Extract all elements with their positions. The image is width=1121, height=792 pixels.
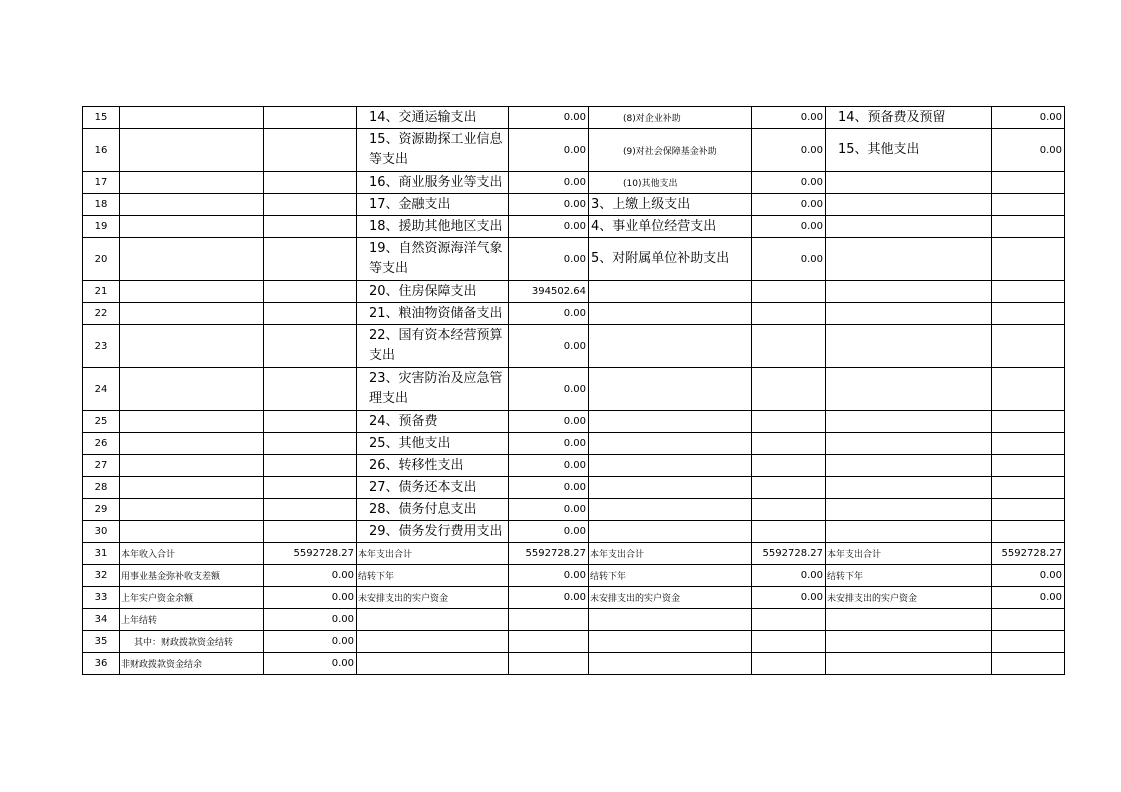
expense-function-amount: 0.00 [509,477,589,499]
expense-amount [509,609,589,631]
expense-item: 未安排支出的实户资金 [357,587,509,609]
expense-function-item: 21、粮油物资储备支出 [357,303,509,325]
expense-amount: 0.00 [752,565,826,587]
row-number: 19 [83,216,120,238]
expense-gov-amount [992,238,1065,281]
expense-gov-item [826,281,992,303]
income-total-label: 本年收入合计 [120,543,264,565]
expense-economic-amount: 0.00 [752,238,826,281]
expense-economic-item: (8)对企业补助 [589,107,752,129]
table-row [83,238,1065,281]
income-amount [264,129,357,172]
expense-gov-item: 14、预备费及预留 [826,107,992,129]
table-row [83,216,1065,238]
expense-function-amount: 0.00 [509,238,589,281]
income-amount [264,281,357,303]
income-amount [264,216,357,238]
income-amount: 0.00 [264,631,357,653]
expense-economic-item [589,281,752,303]
expense-economic-amount [752,477,826,499]
row-number: 25 [83,411,120,433]
row-number: 32 [83,565,120,587]
expense-amount [992,609,1065,631]
income-item: 非财政拨款资金结余 [120,653,264,675]
expense-economic-item: (9)对社会保障基金补助 [589,129,752,172]
income-item: 上年实户资金余额 [120,587,264,609]
expense-gov-amount [992,455,1065,477]
expense-gov-item [826,172,992,194]
expense-economic-amount [752,281,826,303]
expense-economic-amount: 0.00 [752,129,826,172]
expense-item [589,631,752,653]
expense-function-item: 18、援助其他地区支出 [357,216,509,238]
expense-function-amount: 0.00 [509,303,589,325]
income-item [120,455,264,477]
expense-economic-amount: 0.00 [752,216,826,238]
row-number: 18 [83,194,120,216]
expense-economic-item: 4、事业单位经营支出 [589,216,752,238]
income-item [120,129,264,172]
row-number: 31 [83,543,120,565]
expense-economic-item: (10)其他支出 [589,172,752,194]
row-number: 28 [83,477,120,499]
income-item [120,411,264,433]
expense-amount: 0.00 [992,587,1065,609]
income-item [120,521,264,543]
expense-economic-amount [752,303,826,325]
expense-gov-amount [992,325,1065,368]
expense-function-amount: 0.00 [509,216,589,238]
expense-total-amount: 5592728.27 [752,543,826,565]
expense-function-item: 28、债务付息支出 [357,499,509,521]
income-item [120,303,264,325]
expense-economic-item [589,303,752,325]
table-row [83,565,1065,587]
table-row [83,368,1065,411]
income-item: 上年结转 [120,609,264,631]
expense-total-label: 本年支出合计 [826,543,992,565]
table-row [83,543,1065,565]
income-amount [264,238,357,281]
row-number: 15 [83,107,120,129]
expense-economic-item [589,433,752,455]
expense-amount: 0.00 [509,587,589,609]
table-row [83,477,1065,499]
income-total-amount: 5592728.27 [264,543,357,565]
expense-gov-amount: 0.00 [992,107,1065,129]
income-item [120,172,264,194]
table-row [83,411,1065,433]
expense-item: 未安排支出的实户资金 [589,587,752,609]
expense-gov-amount [992,172,1065,194]
expense-economic-item [589,521,752,543]
expense-economic-item [589,455,752,477]
income-amount [264,521,357,543]
expense-gov-item [826,216,992,238]
table-row [83,194,1065,216]
row-number: 27 [83,455,120,477]
income-amount [264,433,357,455]
expense-economic-amount [752,411,826,433]
expense-gov-item [826,477,992,499]
row-number: 24 [83,368,120,411]
table-row [83,325,1065,368]
expense-amount [752,631,826,653]
expense-function-item: 14、交通运输支出 [357,107,509,129]
row-number: 29 [83,499,120,521]
row-number: 35 [83,631,120,653]
expense-function-item: 27、债务还本支出 [357,477,509,499]
expense-amount [752,609,826,631]
table-row [83,129,1065,172]
row-number: 22 [83,303,120,325]
expense-gov-amount [992,433,1065,455]
expense-gov-amount: 0.00 [992,129,1065,172]
expense-amount: 0.00 [752,587,826,609]
expense-gov-item [826,303,992,325]
expense-function-amount: 0.00 [509,411,589,433]
expense-economic-item [589,411,752,433]
expense-economic-amount [752,325,826,368]
expense-function-item: 17、金融支出 [357,194,509,216]
expense-function-item: 15、资源勘探工业信息等支出 [357,129,509,172]
expense-function-amount: 0.00 [509,521,589,543]
expense-function-amount: 0.00 [509,129,589,172]
row-number: 20 [83,238,120,281]
expense-total-label: 本年支出合计 [357,543,509,565]
row-number: 16 [83,129,120,172]
income-amount [264,455,357,477]
expense-economic-amount: 0.00 [752,172,826,194]
expense-function-item: 19、自然资源海洋气象等支出 [357,238,509,281]
expense-amount: 0.00 [509,565,589,587]
table-row [83,172,1065,194]
table-row [83,303,1065,325]
income-amount [264,172,357,194]
table-row [83,587,1065,609]
income-item [120,499,264,521]
expense-item [589,609,752,631]
expense-gov-amount [992,216,1065,238]
expense-function-amount: 0.00 [509,194,589,216]
expense-function-amount: 0.00 [509,172,589,194]
expense-gov-item [826,325,992,368]
row-number: 33 [83,587,120,609]
table-row [83,433,1065,455]
expense-item [826,609,992,631]
income-amount [264,107,357,129]
expense-gov-amount [992,411,1065,433]
income-item [120,238,264,281]
table-row [83,631,1065,653]
expense-function-item: 26、转移性支出 [357,455,509,477]
income-amount: 0.00 [264,587,357,609]
expense-item [826,653,992,675]
expense-gov-item [826,411,992,433]
table-row [83,107,1065,129]
expense-gov-item [826,521,992,543]
expense-gov-item [826,368,992,411]
income-amount: 0.00 [264,653,357,675]
income-amount [264,411,357,433]
income-amount [264,499,357,521]
expense-amount [752,653,826,675]
expense-economic-item [589,325,752,368]
row-number: 17 [83,172,120,194]
expense-economic-item [589,368,752,411]
expense-economic-item: 3、上缴上级支出 [589,194,752,216]
expense-gov-item [826,499,992,521]
expense-total-amount: 5592728.27 [509,543,589,565]
expense-function-amount: 0.00 [509,455,589,477]
expense-gov-item [826,194,992,216]
expense-gov-item [826,455,992,477]
income-item [120,433,264,455]
expense-gov-amount [992,281,1065,303]
row-number: 30 [83,521,120,543]
expense-function-amount: 0.00 [509,107,589,129]
expense-function-amount: 0.00 [509,325,589,368]
expense-gov-amount [992,499,1065,521]
row-number: 26 [83,433,120,455]
income-item [120,107,264,129]
expense-amount [992,653,1065,675]
expense-economic-item [589,477,752,499]
table-row [83,521,1065,543]
expense-gov-amount [992,477,1065,499]
income-item: 用事业基金弥补收支差额 [120,565,264,587]
expense-function-amount: 0.00 [509,499,589,521]
table-row [83,281,1065,303]
expense-total-amount: 5592728.27 [992,543,1065,565]
expense-amount: 0.00 [992,565,1065,587]
table-row [83,499,1065,521]
expense-gov-item [826,433,992,455]
expense-amount [992,631,1065,653]
income-amount: 0.00 [264,565,357,587]
row-number: 36 [83,653,120,675]
expense-economic-item: 5、对附属单位补助支出 [589,238,752,281]
expense-economic-amount [752,433,826,455]
budget-table [82,106,1065,675]
expense-economic-amount [752,499,826,521]
expense-economic-amount: 0.00 [752,107,826,129]
expense-function-amount: 0.00 [509,433,589,455]
expense-function-item: 22、国有资本经营预算支出 [357,325,509,368]
expense-economic-item [589,499,752,521]
expense-item: 结转下年 [826,565,992,587]
expense-function-item: 24、预备费 [357,411,509,433]
expense-item [589,653,752,675]
expense-function-item: 16、商业服务业等支出 [357,172,509,194]
expense-amount [509,653,589,675]
row-number: 21 [83,281,120,303]
income-item [120,194,264,216]
income-amount [264,325,357,368]
expense-item [357,609,509,631]
income-item [120,216,264,238]
expense-item [357,653,509,675]
income-item [120,325,264,368]
table-row [83,653,1065,675]
expense-gov-amount [992,303,1065,325]
income-amount [264,368,357,411]
row-number: 23 [83,325,120,368]
income-item [120,281,264,303]
income-amount [264,194,357,216]
expense-function-item: 29、债务发行费用支出 [357,521,509,543]
expense-item [357,631,509,653]
income-amount [264,477,357,499]
expense-gov-amount [992,194,1065,216]
expense-function-amount: 394502.64 [509,281,589,303]
expense-economic-amount [752,521,826,543]
expense-gov-item: 15、其他支出 [826,129,992,172]
income-amount [264,303,357,325]
expense-item: 结转下年 [589,565,752,587]
table-row [83,609,1065,631]
row-number: 34 [83,609,120,631]
expense-function-item: 25、其他支出 [357,433,509,455]
expense-item: 未安排支出的实户资金 [826,587,992,609]
expense-economic-amount: 0.00 [752,194,826,216]
expense-gov-amount [992,521,1065,543]
expense-function-amount: 0.00 [509,368,589,411]
expense-economic-amount [752,368,826,411]
expense-item [826,631,992,653]
income-item: 其中：财政拨款资金结转 [120,631,264,653]
income-item [120,368,264,411]
income-amount: 0.00 [264,609,357,631]
expense-gov-amount [992,368,1065,411]
expense-economic-amount [752,455,826,477]
expense-item: 结转下年 [357,565,509,587]
expense-total-label: 本年支出合计 [589,543,752,565]
income-item [120,477,264,499]
expense-amount [509,631,589,653]
expense-function-item: 23、灾害防治及应急管理支出 [357,368,509,411]
expense-function-item: 20、住房保障支出 [357,281,509,303]
expense-gov-item [826,238,992,281]
table-row [83,455,1065,477]
